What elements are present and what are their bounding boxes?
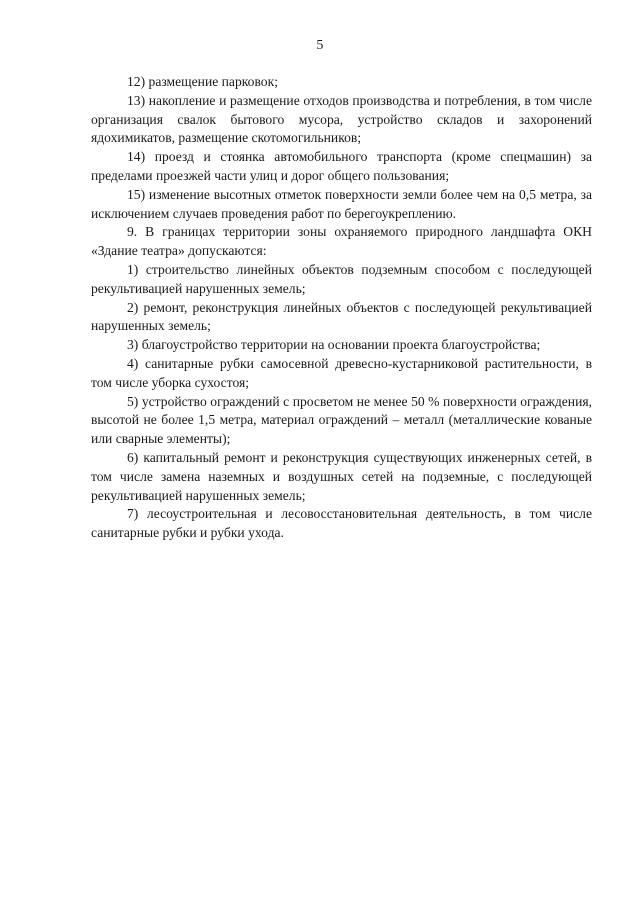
section-9-heading: 9. В границах территории зоны охраняемого природного ландшафта ОКН «Здание театра» допускаются: (91, 224, 592, 259)
list-item-15: 15) изменение высотных отметок поверхности земли более чем на 0,5 метра, за исключением случаев проведения работ по берегоукреплению. (91, 186, 592, 221)
allowed-item-1: 1) строительство линейных объектов подземным способом с последующей рекультивацией нарушенных земель; (91, 261, 592, 296)
allowed-item-7: 7) лесоустроительная и лесовосстановительная деятельность, в том числе санитарные рубки и рубки ухода. (91, 506, 592, 541)
list-item-14: 14) проезд и стоянка автомобильного транспорта (кроме спецмашин) за пределами проезжей части улиц и дорог общего пользования; (91, 149, 592, 183)
list-item-13: 13) накопление и размещение отходов производства и потребления, в том числе организация свалок бытового мусора, устройство складов и захоронений ядохимикатов, размещение скотомогильников; (91, 92, 592, 146)
allowed-item-3: 3) благоустройство территории на основании проекта благоустройства; (127, 337, 541, 353)
page-number: 5 (316, 38, 324, 53)
list-item-12: 12) размещение парковок; (127, 74, 278, 89)
allowed-item-4: 4) санитарные рубки самосевной древесно-кустарниковой растительности, в том числе уборка сухостоя; (91, 355, 592, 390)
allowed-item-6: 6) капитальный ремонт и реконструкция существующих инженерных сетей, в том числе замена наземных и воздушных сетей на подземные, с последующей рекультивацией нарушенных земель; (91, 449, 592, 503)
allowed-item-5: 5) устройство ограждений с просветом не менее 50 % поверхности ограждения, высотой не более 1,5 метра, материал ограждений – металл (металлические кованые или сварные элементы); (91, 393, 592, 447)
document-body (91, 73, 592, 543)
allowed-item-2: 2) ремонт, реконструкция линейных объектов с последующей рекультивацией нарушенных земель; (91, 299, 592, 334)
